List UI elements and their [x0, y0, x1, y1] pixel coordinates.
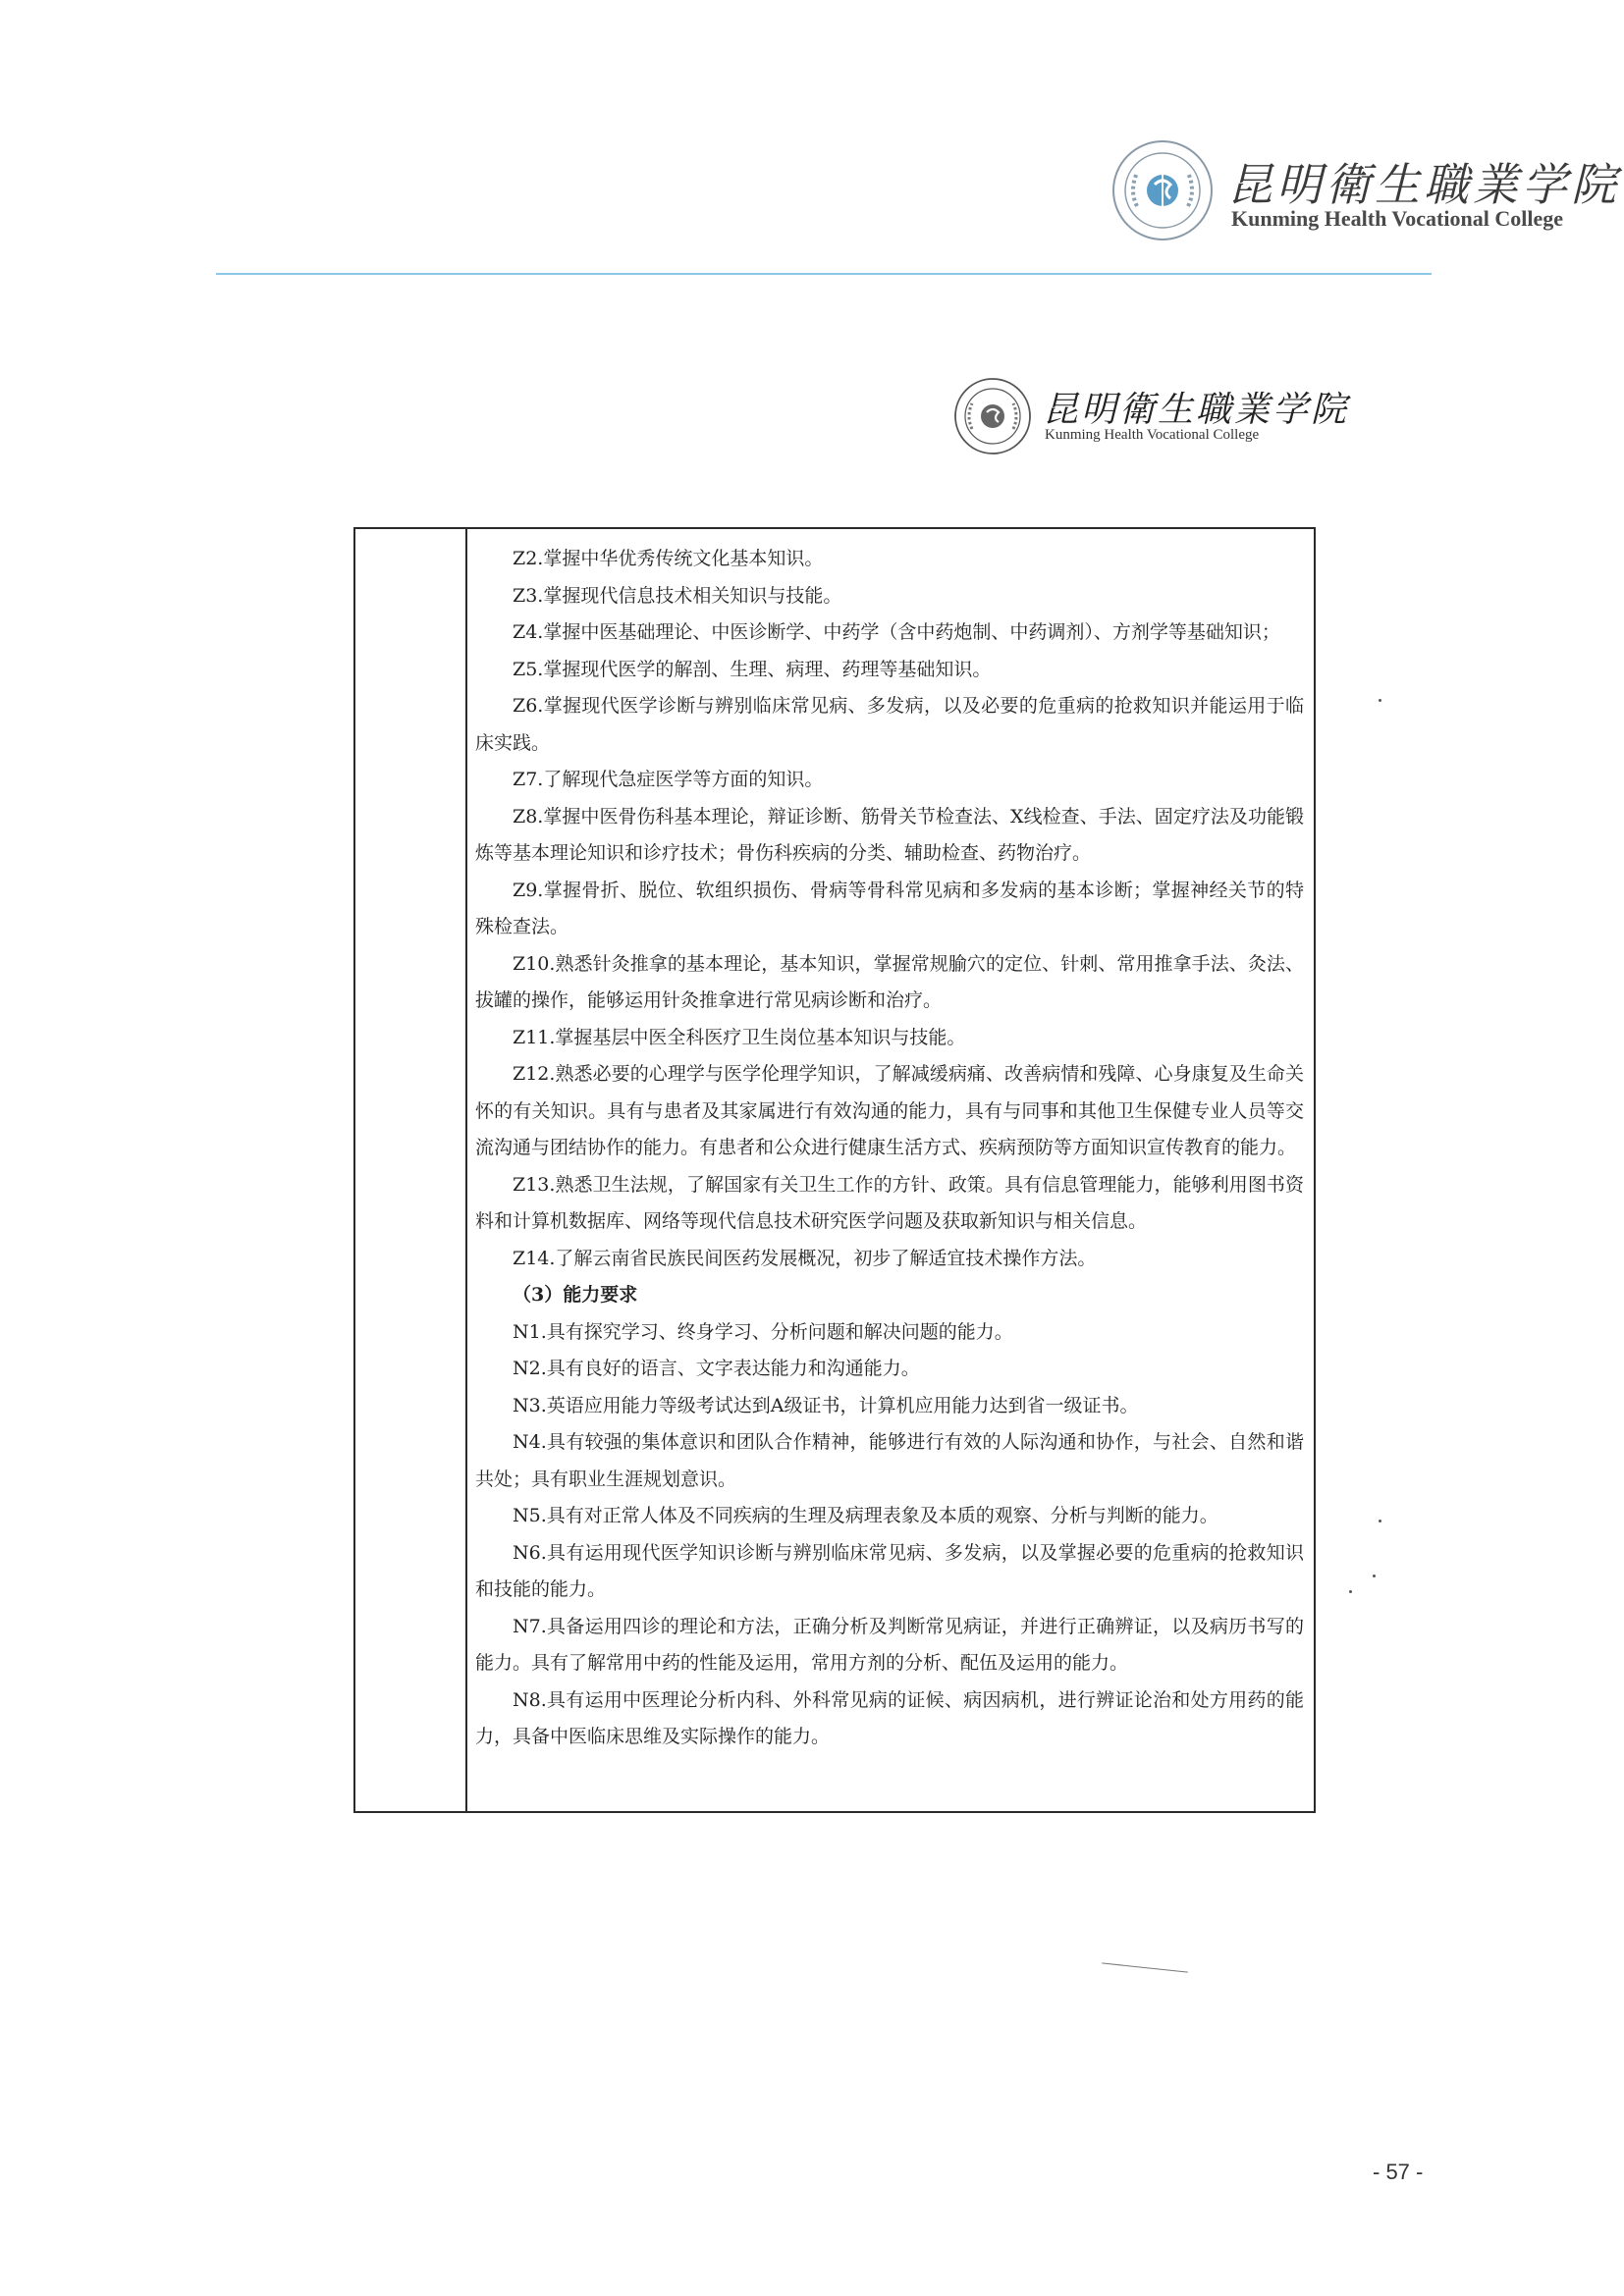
knowledge-item: Z11.掌握基层中医全科医疗卫生岗位基本知识与技能。	[513, 1026, 966, 1048]
ability-item: N3.英语应用能力等级考试达到A级证书，计算机应用能力达到省一级证书。	[513, 1394, 1139, 1416]
college-name-chinese: 昆明衛生職業学院	[1227, 158, 1620, 211]
ability-item: N2.具有良好的语言、文字表达能力和沟通能力。	[513, 1358, 920, 1379]
knowledge-item: Z5.掌握现代医学的解剖、生理、病理、药理等基础知识。	[513, 658, 992, 680]
knowledge-item: Z8.掌握中医骨伤科基本理论，辩证诊断、筋骨关节检查法、X线检查、手法、固定疗法及功能锻炼等基本理论知识和诊疗技术；骨伤科疾病的分类、辅助检查、药物治疗。	[475, 805, 1304, 864]
ability-item: N7.具备运用四诊的理论和方法，正确分析及判断常见病证，并进行正确辨证，以及病历书写的能力。具有了解常用中药的性能及运用，常用方剂的分析、配伍及运用的能力。	[475, 1615, 1304, 1674]
scan-dot	[1379, 1520, 1381, 1522]
scan-dot	[1349, 1590, 1352, 1593]
college-name-english: Kunming Health Vocational College	[1231, 206, 1563, 231]
knowledge-item: Z13.熟悉卫生法规，了解国家有关卫生工作的方针、政策。具有信息管理能力，能够利用图书资料和计算机数据库、网络等现代信息技术研究医学问题及获取新知识与相关信息。	[475, 1173, 1304, 1232]
knowledge-item: Z6.掌握现代医学诊断与辨别临床常见病、多发病，以及必要的危重病的抢救知识并能运用于临床实践。	[475, 695, 1304, 754]
ability-item: N8.具有运用中医理论分析内科、外科常见病的证候、病因病机，进行辨证论治和处方用药的能力，具备中医临床思维及实际操作的能力。	[475, 1688, 1304, 1747]
ability-item: N6.具有运用现代医学知识诊断与辨别临床常见病、多发病，以及掌握必要的危重病的抢救知识和技能的能力。	[475, 1541, 1304, 1600]
table-column-divider	[465, 529, 467, 1811]
college-logo-scanned	[952, 376, 1350, 464]
section-heading: （3）能力要求	[513, 1284, 638, 1306]
curriculum-table	[353, 527, 1316, 1813]
scan-dot	[1379, 699, 1381, 702]
header-divider	[216, 273, 1432, 275]
knowledge-item: Z2.掌握中华优秀传统文化基本知识。	[513, 548, 824, 569]
knowledge-item: Z3.掌握现代信息技术相关知识与技能。	[513, 584, 842, 607]
knowledge-item: Z7.了解现代急症医学等方面的知识。	[513, 769, 824, 790]
college-seal-icon	[1110, 137, 1216, 243]
table-content-cell	[475, 541, 1304, 1756]
ability-item: N1.具有探究学习、终身学习、分析问题和解决问题的能力。	[513, 1320, 1013, 1343]
college-seal-icon	[952, 376, 1033, 456]
college-name-english: Kunming Health Vocational College	[1045, 427, 1260, 443]
college-logo-header	[1110, 137, 1620, 245]
ability-item: N4.具有较强的集体意识和团队合作精神，能够进行有效的人际沟通和协作，与社会、自然和谐共处；具有职业生涯规划意识。	[475, 1431, 1304, 1490]
knowledge-item: Z12.熟悉必要的心理学与医学伦理学知识，了解减缓病痛、改善病情和残障、心身康复及生命关怀的有关知识。具有与患者及其家属进行有效沟通的能力，具有与同事和其他卫生保健专业人员等交流沟通与团结协作的能力。有患者和公众进行健康生活方式、疾病预防等方面知识宣传教育的能力。	[475, 1063, 1304, 1158]
knowledge-item: Z9.掌握骨折、脱位、软组织损伤、骨病等骨科常见病和多发病的基本诊断；掌握神经关节的特殊检查法。	[475, 879, 1304, 937]
scan-dot	[1373, 1575, 1376, 1577]
college-name-chinese: 昆明衛生職業学院	[1043, 390, 1350, 430]
scan-stroke-mark	[1102, 1962, 1188, 1972]
ability-item: N5.具有对正常人体及不同疾病的生理及病理表象及本质的观察、分析与判断的能力。	[513, 1505, 1218, 1526]
page-number: - 57 -	[1373, 2160, 1424, 2184]
knowledge-item: Z10.熟悉针灸推拿的基本理论，基本知识，掌握常规腧穴的定位、针刺、常用推拿手法、灸法、拔罐的操作，能够运用针灸推拿进行常见病诊断和治疗。	[475, 952, 1304, 1011]
knowledge-item: Z14.了解云南省民族民间医药发展概况，初步了解适宜技术操作方法。	[513, 1247, 1097, 1269]
knowledge-item: Z4.掌握中医基础理论、中医诊断学、中药学（含中药炮制、中药调剂）、方剂学等基础知识；	[513, 621, 1280, 643]
